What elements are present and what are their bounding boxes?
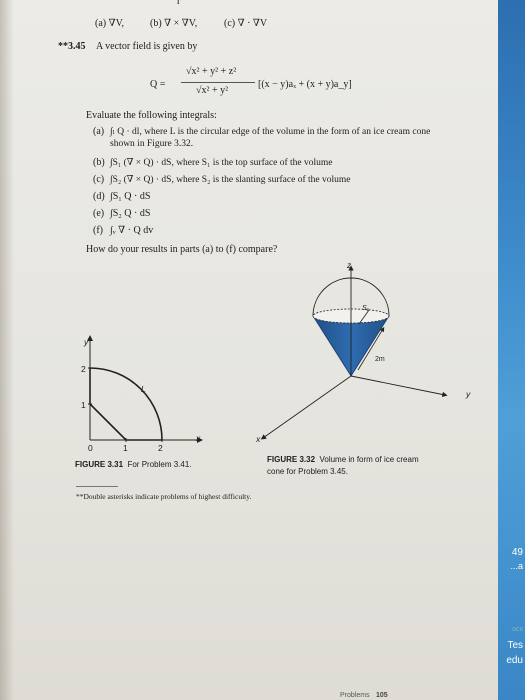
fig331-caption: FIGURE 3.31 For Problem 3.41. [75,460,192,469]
equation-lhs: Q = [150,79,166,90]
part-text: ∫ₗ Q · dl, where L is the circular edge of the volume in the form of an ice cream cone [110,127,431,137]
fig331-axis-y-label: y [84,337,89,347]
part-label: (b) [93,157,105,168]
figure-3-32 [255,258,455,448]
fig331-tick-label: 1 [81,400,86,410]
background-monitor [498,0,525,700]
fig331-tick-label: 2 [158,443,163,453]
prev-part-c: (c) ∇ · ∇V [224,18,268,29]
page-shadow [0,0,14,700]
part-text: ∫S₂ Q · dS [110,208,151,219]
equation-numerator: √x² + y² + z² [186,66,237,77]
top-fragment: r [177,0,181,7]
fig331-axis-x-label: x [196,433,201,443]
fig332-axis-x-label: x [256,434,261,444]
screen-ocx: ocx [512,626,523,633]
fig331-diagonal [90,404,126,440]
fig332-surface-label: S₁ [362,305,369,312]
fig331-tick-label: 2 [81,364,86,374]
footnote: **Double asterisks indicate problems of highest difficulty. [76,492,252,501]
part-text: ∫S₁ (∇ × Q) · dS, where S₁ is the top surface of the volume [110,158,333,168]
fig332-caption-line2: cone for Problem 3.45. [267,467,348,476]
problem-number: **3.45 [58,41,86,52]
fig331-curve-label: L [141,384,146,394]
part-label: (a) [93,126,105,137]
part-label: (d) [93,191,105,202]
part-text: shown in Figure 3.32. [110,139,194,149]
fig332-x-axis [263,376,351,438]
fig331-tick-label: 1 [123,443,128,453]
screen-edu: edu [506,655,523,666]
footnote-rule [76,486,118,487]
part-text: ∫S₁ Q · dS [110,191,151,202]
prev-part-a: (a) ∇V, [95,18,125,29]
part-label: (f) [93,225,103,236]
problem-intro: A vector field is given by [96,41,198,52]
part-label: (e) [93,208,105,219]
compare-question: How do your results in parts (a) to (f) compare? [86,244,278,255]
screen-tes: Tes [507,640,523,651]
evaluate-heading: Evaluate the following integrals: [86,110,217,121]
screen-letters: ...a [510,561,523,571]
screen-number: 49 [511,547,523,558]
fig332-length-label: 2m [375,356,385,363]
prev-part-b: (b) ∇ × ∇V, [150,18,198,29]
part-text: ∫ᵥ ∇ · Q dv [110,225,154,236]
fraction-bar [181,82,255,83]
equation-rhs: [(x − y)aₓ + (x + y)a_y] [258,79,352,90]
fig332-caption: FIGURE 3.32 Volume in form of ice cream [267,455,419,464]
page-number: 105 [376,692,388,699]
equation-denominator: √x² + y² [196,85,229,96]
fig331-curve-L [90,368,162,440]
part-label: (c) [93,174,105,185]
fig332-axis-z-label: z [347,260,352,270]
fig332-axis-y-label: y [466,389,471,399]
fig331-tick-label: 0 [88,443,93,453]
part-text: ∫S₂ (∇ × Q) · dS, where S₂ is the slanting surface of the volume [110,175,351,185]
footer-label: Problems [340,692,370,699]
fig332-y-axis [351,376,445,395]
